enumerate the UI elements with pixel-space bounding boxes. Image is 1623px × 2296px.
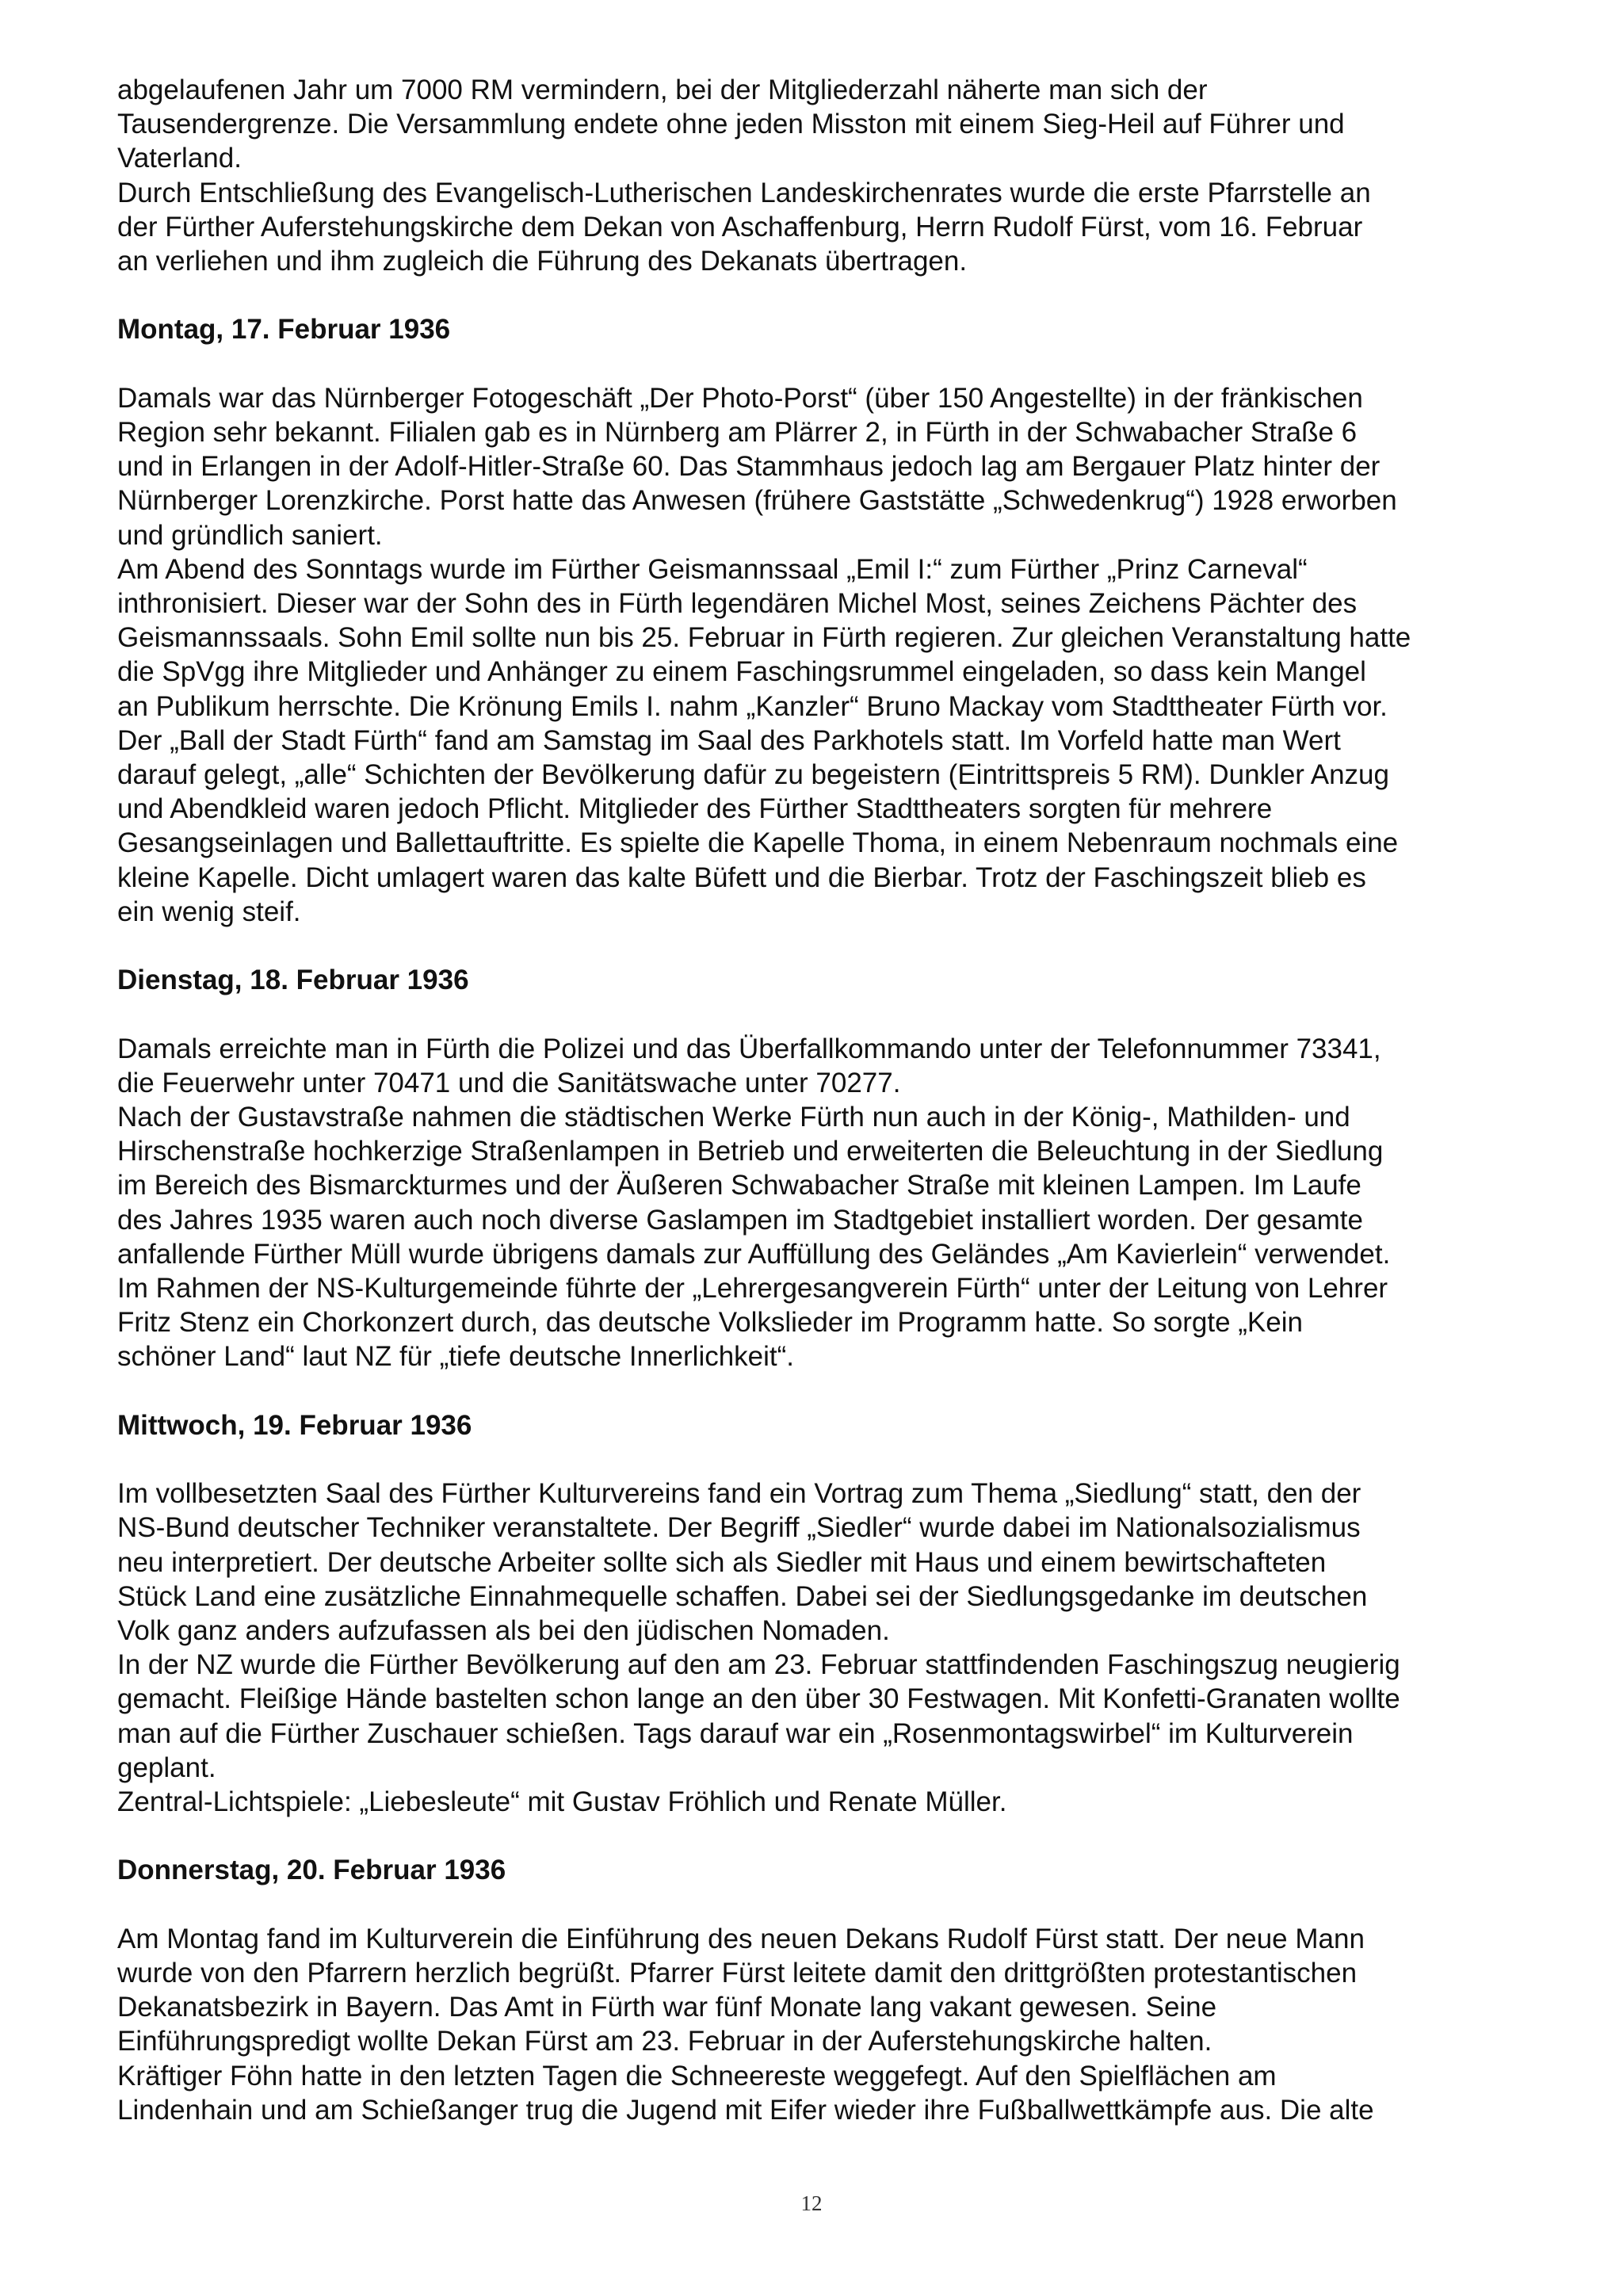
section-donnerstag — [117, 1853, 1520, 2127]
spacer — [117, 1819, 1520, 1853]
text-line: Gesangseinlagen und Ballettauftritte. Es spielte die Kapelle Thoma, in einem Nebenraum nochmals eine — [117, 827, 1399, 859]
spacer — [117, 347, 1520, 381]
spacer — [117, 997, 1520, 1031]
text-line: des Jahres 1935 waren auch noch diverse Gaslampen im Stadtgebiet installiert worden. Der gesamte — [117, 1204, 1363, 1236]
text-line: die Feuerwehr unter 70471 und die Sanitätswache unter 70277. — [117, 1067, 901, 1098]
text-line: an verliehen und ihm zugleich die Führung des Dekanats übertragen. — [117, 246, 968, 277]
text-line: die SpVgg ihre Mitglieder und Anhänger zu einem Faschingsrummel eingeladen, so dass kein Mangel — [117, 656, 1366, 688]
section-mittwoch — [117, 1408, 1520, 1819]
spacer — [117, 929, 1520, 963]
text-line: und in Erlangen in der Adolf-Hitler-Straße 60. Das Stammhaus jedoch lag am Bergauer Platz hinter der — [117, 451, 1381, 483]
text-line: anfallende Fürther Müll wurde übrigens damals zur Auffüllung des Geländes „Am Kavierlein“ verwendet. — [117, 1238, 1391, 1270]
text-line: Im Rahmen der NS-Kulturgemeinde führte der „Lehrergesangverein Fürth“ unter der Leitung von Lehrer — [117, 1273, 1388, 1305]
document-page — [117, 73, 1520, 2127]
section-heading: Montag, 17. Februar 1936 — [117, 314, 451, 346]
text-line: der Fürther Auferstehungskirche dem Dekan von Aschaffenburg, Herrn Rudolf Fürst, vom 16. Februar — [117, 211, 1363, 243]
section-dienstag — [117, 963, 1520, 1373]
text-line: Volk ganz anders aufzufassen als bei den jüdischen Nomaden. — [117, 1615, 890, 1647]
section-heading: Mittwoch, 19. Februar 1936 — [117, 1409, 472, 1441]
text-line: Lindenhain und am Schießanger trug die Jugend mit Eifer wieder ihre Fußballwettkämpfe aus. Die alte — [117, 2094, 1374, 2126]
text-line: Hirschenstraße hochkerzige Straßenlampen in Betrieb und erweiterten die Beleuchtung in der Siedlung — [117, 1136, 1384, 1167]
text-line: In der NZ wurde die Fürther Bevölkerung auf den am 23. Februar stattfindenden Faschingszug neugierig — [117, 1649, 1400, 1681]
text-line: Durch Entschließung des Evangelisch-Lutherischen Landeskirchenrates wurde die erste Pfarrstelle an — [117, 177, 1371, 208]
text-line: Vaterland. — [117, 143, 242, 174]
text-line: kleine Kapelle. Dicht umlagert waren das kalte Büfett und die Bierbar. Trotz der Faschingszeit blieb es — [117, 861, 1366, 893]
text-line: Region sehr bekannt. Filialen gab es in Nürnberg am Plärrer 2, in Fürth in der Schwabacher Straße 6 — [117, 417, 1358, 448]
text-line: schöner Land“ laut NZ für „tiefe deutsche Innerlichkeit“. — [117, 1341, 795, 1373]
intro-block — [117, 73, 1520, 278]
text-line: gemacht. Fleißige Hände bastelten schon lange an den über 30 Festwagen. Mit Konfetti-Granaten wollte — [117, 1683, 1400, 1715]
spacer — [117, 1374, 1520, 1408]
text-line: und gründlich saniert. — [117, 519, 383, 551]
text-line: ein wenig steif. — [117, 896, 301, 927]
text-line: Nürnberger Lorenzkirche. Porst hatte das Anwesen (frühere Gaststätte „Schwedenkrug“) 1928 erworben — [117, 485, 1397, 517]
text-line: Im vollbesetzten Saal des Fürther Kulturvereins fand ein Vortrag zum Thema „Siedlung“ statt, den der — [117, 1478, 1361, 1510]
text-line: NS-Bund deutscher Techniker veranstaltete. Der Begriff „Siedler“ wurde dabei im Nationalsozialismus — [117, 1512, 1361, 1544]
text-line: Der „Ball der Stadt Fürth“ fand am Samstag im Saal des Parkhotels statt. Im Vorfeld hatte man Wert — [117, 724, 1341, 756]
page-number: 12 — [800, 2191, 823, 2215]
text-line: Dekanatsbezirk in Bayern. Das Amt in Fürth war fünf Monate lang vakant gewesen. Seine — [117, 1992, 1217, 2023]
text-line: inthronisiert. Dieser war der Sohn des in Fürth legendären Michel Most, seines Zeichens Pächter des — [117, 588, 1358, 620]
text-line: Damals erreichte man in Fürth die Polizei und das Überfallkommando unter der Telefonnummer 73341, — [117, 1033, 1381, 1064]
section-montag — [117, 312, 1520, 929]
text-line: im Bereich des Bismarckturmes und der Äußeren Schwabacher Straße mit kleinen Lampen. Im Laufe — [117, 1170, 1361, 1201]
text-line: Fritz Stenz ein Chorkonzert durch, das deutsche Volkslieder im Programm hatte. So sorgte „Kein — [117, 1307, 1303, 1339]
text-line: darauf gelegt, „alle“ Schichten der Bevölkerung dafür zu begeistern (Eintrittspreis 5 RM). Dunkler Anzug — [117, 759, 1389, 791]
text-line: wurde von den Pfarrern herzlich begrüßt. Pfarrer Fürst leitete damit den drittgrößten protestantischen — [117, 1958, 1358, 1989]
text-line: Kräftiger Föhn hatte in den letzten Tagen die Schneereste weggefegt. Auf den Spielflächen am — [117, 2060, 1277, 2092]
spacer — [117, 1442, 1520, 1477]
section-heading: Donnerstag, 20. Februar 1936 — [117, 1855, 506, 1886]
text-line: an Publikum herrschte. Die Krönung Emils I. nahm „Kanzler“ Bruno Mackay vom Stadttheater Fürth vor. — [117, 690, 1388, 722]
text-line: Damals war das Nürnberger Fotogeschäft „Der Photo-Porst“ (über 150 Angestellte) in der fränkischen — [117, 382, 1363, 414]
text-line: abgelaufenen Jahr um 7000 RM vermindern, bei der Mitgliederzahl näherte man sich der — [117, 74, 1208, 105]
text-line: Stück Land eine zusätzliche Einnahmequelle schaffen. Dabei sei der Siedlungsgedanke im deutschen — [117, 1580, 1368, 1612]
text-line: Tausendergrenze. Die Versammlung endete ohne jeden Misston mit einem Sieg-Heil auf Führer und — [117, 109, 1345, 140]
section-heading: Dienstag, 18. Februar 1936 — [117, 965, 469, 996]
text-line: und Abendkleid waren jedoch Pflicht. Mitglieder des Fürther Stadttheaters sorgten für mehrere — [117, 793, 1273, 825]
text-line: Zentral-Lichtspiele: „Liebesleute“ mit Gustav Fröhlich und Renate Müller. — [117, 1786, 1007, 1818]
text-line: neu interpretiert. Der deutsche Arbeiter sollte sich als Siedler mit Haus und einem bewirtschafteten — [117, 1546, 1327, 1578]
text-line: Nach der Gustavstraße nahmen die städtischen Werke Fürth nun auch in der König-, Mathilden- und — [117, 1102, 1350, 1133]
text-line: Geismannssaals. Sohn Emil sollte nun bis 25. Februar in Fürth regieren. Zur gleichen Veranstaltung hatte — [117, 622, 1411, 654]
text-line: Am Montag fand im Kulturverein die Einführung des neuen Dekans Rudolf Fürst statt. Der neue Mann — [117, 1923, 1365, 1954]
spacer — [117, 1888, 1520, 1922]
spacer — [117, 278, 1520, 312]
text-line: Einführungspredigt wollte Dekan Fürst am 23. Februar in der Auferstehungskirche halten. — [117, 2026, 1212, 2057]
text-line: man auf die Fürther Zuschauer schießen. Tags darauf war ein „Rosenmontagswirbel“ im Kulturverein — [117, 1717, 1354, 1749]
text-line: geplant. — [117, 1752, 216, 1783]
text-line: Am Abend des Sonntags wurde im Fürther Geismannssaal „Emil I:“ zum Fürther „Prinz Carneval“ — [117, 553, 1308, 585]
